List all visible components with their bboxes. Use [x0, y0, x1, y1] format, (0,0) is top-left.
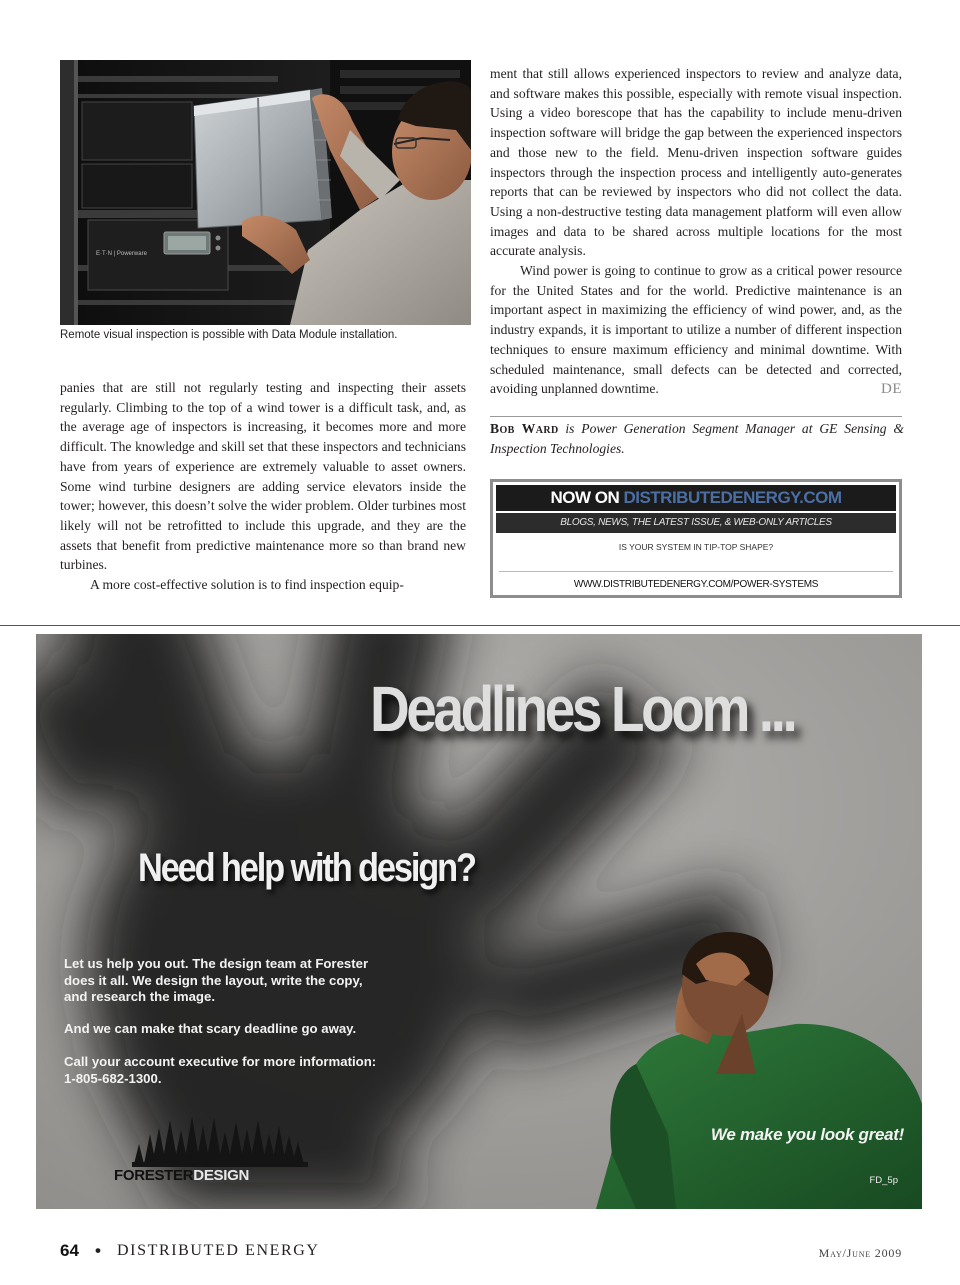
- ad-copy-line: Call your account executive for more information:: [64, 1054, 377, 1069]
- page-number: 64: [60, 1241, 79, 1260]
- ad-phone-number[interactable]: 1-805-682-1300.: [64, 1070, 162, 1086]
- now-on-box: [490, 479, 902, 598]
- now-on-divider: [499, 571, 893, 572]
- article-paragraph: ment that still allows experienced inspectors to review and analyze data, and software makes this possible, especially with remote visual inspection. Using a video borescope that has the capability to include menu-driven inspection software will bridge the gap between the experienced inspectors and those new to the field. Menu-driven inspection software guides inspectors through the inspection process and intelligently auto-generates reports that can be reviewed by inspectors who did not collect the data. Using a non-destructive testing data management platform will even allow images and data to be shared across multiple locations for the most accurate analysis.: [490, 66, 902, 259]
- now-on-subtitle: BLOGS, NEWS, THE LATEST ISSUE, & WEB-ONLY ARTICLES: [496, 513, 896, 533]
- ad-copy-paragraph: And we can make that scary deadline go away.: [64, 1021, 357, 1036]
- ad-copy-line: does it all. We design the layout, write the copy,: [64, 972, 363, 988]
- article-paragraph: [490, 261, 902, 399]
- now-on-site[interactable]: DISTRIBUTEDENERGY.COM: [623, 488, 842, 507]
- now-on-question: IS YOUR SYSTEM IN TIP-TOP SHAPE?: [618, 542, 774, 552]
- author-name: Bob Ward: [490, 421, 559, 436]
- forester-design-logo: [114, 1167, 249, 1184]
- ad-contact-paragraph: [64, 1054, 376, 1087]
- article-paragraph: A more cost-effective solution is to find inspection equip-: [90, 577, 404, 593]
- author-bio: [490, 419, 904, 459]
- ad-separator-rule: [0, 625, 960, 626]
- article-paragraph-text: Wind power is going to continue to grow as a critical power resource for the United States and for the world. Predictive maintenance is an important aspect in maximizing the efficiency of wind power, and, as the industry expands, it is important to utilize a number of different inspection techniques to ensure maximum efficiency and minimal downtime. With scheduled maintenance, small defects can be detected and corrected, avoiding unplanned downtime.: [490, 263, 902, 397]
- ad-headline: Deadlines Loom ...: [370, 673, 795, 745]
- logo-word-forester: FORESTER: [114, 1167, 194, 1184]
- ad-copy-line: and research the image.: [64, 989, 215, 1004]
- footer-bullet: •: [95, 1241, 101, 1260]
- issue-date: May/June 2009: [818, 1246, 902, 1260]
- server-rack-photo: [60, 60, 471, 325]
- article-photo: [60, 60, 471, 325]
- now-on-prefix: NOW ON: [550, 488, 624, 507]
- now-on-url-link[interactable]: WWW.DISTRIBUTEDENERGY.COM/POWER-SYSTEMS: [573, 579, 819, 590]
- article-column-right: [490, 64, 902, 400]
- forester-design-ad[interactable]: [36, 634, 922, 1209]
- now-on-heading: [496, 485, 896, 511]
- publication-name: DISTRIBUTED ENERGY: [117, 1242, 320, 1259]
- author-bio-text: is Power Generation Segment Manager at GE Sensing & Inspection Technologies.: [490, 421, 904, 456]
- article-column-left: [60, 378, 466, 595]
- photo-caption: Remote visual inspection is possible with Data Module installation.: [60, 329, 398, 341]
- end-mark: DE: [881, 381, 902, 398]
- logo-word-design: DESIGN: [193, 1167, 249, 1184]
- ad-copy-line: Let us help you out. The design team at Forester: [64, 956, 369, 971]
- ad-copy-paragraph: [64, 956, 368, 1006]
- ad-subheadline: Need help with design?: [138, 846, 475, 890]
- rack-brand-label: E·T·N | Powerware: [96, 251, 147, 257]
- ad-code: FD_5p: [869, 1175, 898, 1186]
- ad-tagline: We make you look great!: [710, 1125, 904, 1144]
- article-paragraph: panies that are still not regularly testing and inspecting their assets regularly. Climbing to the top of a wind tower is a difficult task, and, as the average age of inspectors is increasing, it becomes more and more difficult. The knowledge and skill set that these inspectors and technicians have from years of experience are extremely valuable to asset owners. Some wind turbine designers are adding service elevators inside the tower; however, this doesn’t solve the wider problem. Older turbines most likely will not be retrofitted to include this upgrade, and they are the assets that benefit from predictive maintenance more so than brand new turbines.: [60, 380, 466, 573]
- bio-divider: [490, 416, 902, 417]
